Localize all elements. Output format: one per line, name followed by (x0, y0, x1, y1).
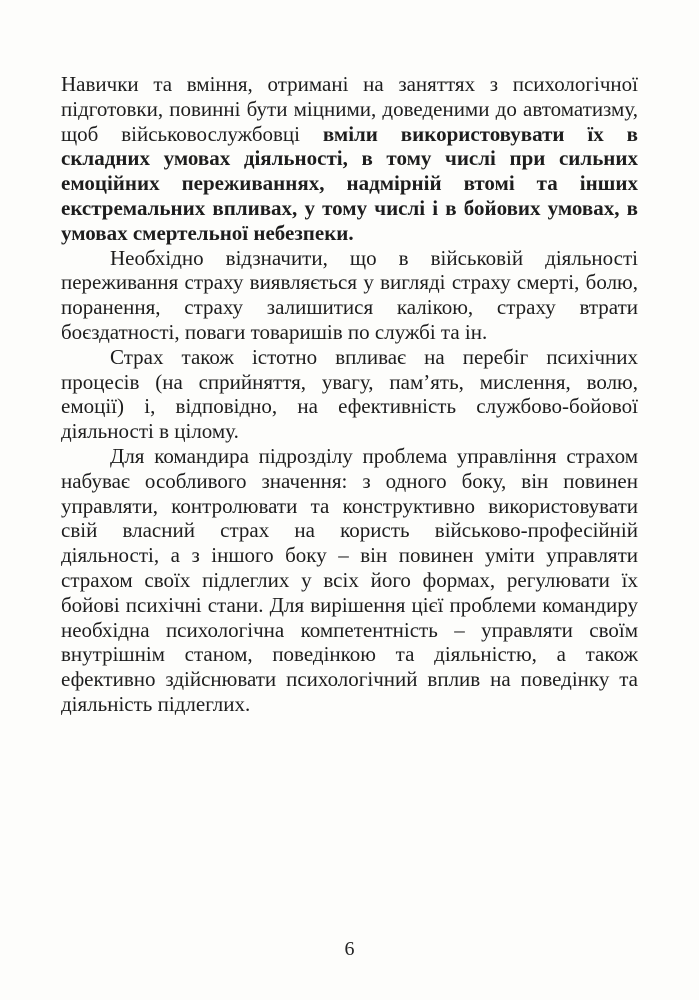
paragraph-fear-manifestations: Необхідно відзначити, що в військовій діяльності переживання страху виявляється у вигляді страху смерті, болю, поранення, страху залишитися калікою, страху втрати боєздатності, поваги товаришів по службі та ін. (61, 245, 638, 344)
body-text-block (61, 72, 638, 717)
paragraph-text-bold: вміли використовувати їх в складних умовах діяльності, в тому числі при сильних емоційних переживаннях, надмірній втомі та інших екстремальних впливах, у тому числі і в бойових умовах, в умовах смертельної небезпеки. (61, 121, 638, 245)
paragraph-text: Навички та вміння, отримані на заняттях з психологічної підготовки, повинні бути міцними, доведеними до автоматизму, щоб військовослужбовці (61, 72, 638, 146)
paragraph-commander-fear-management: Для командира підрозділу проблема управління страхом набуває особливого значення: з одного боку, він повинен управляти, контролювати та конструктивно використовувати свій власний страх на користь військово-професійній діяльності, а з іншого боку – він повинен уміти управляти страхом своїх підлеглих у всіх його формах, регулювати їх бойові психічні стани. Для вирішення цієї проблеми командиру необхідна психологічна компетентність – управляти своїм внутрішнім станом, поведінкою та діяльністю, а також ефективно здійснювати психологічний вплив на поведінку та діяльність підлеглих. (61, 443, 638, 716)
paragraph-fear-effects: Страх також істотно впливає на перебіг психічних процесів (на сприйняття, увагу, пам’ять, мислення, волю, емоції) і, відповідно, на ефективність службово-бойової діяльності в цілому. (61, 344, 638, 444)
page-number: 6 (344, 938, 355, 960)
paragraph-skills-continuation (61, 72, 638, 246)
